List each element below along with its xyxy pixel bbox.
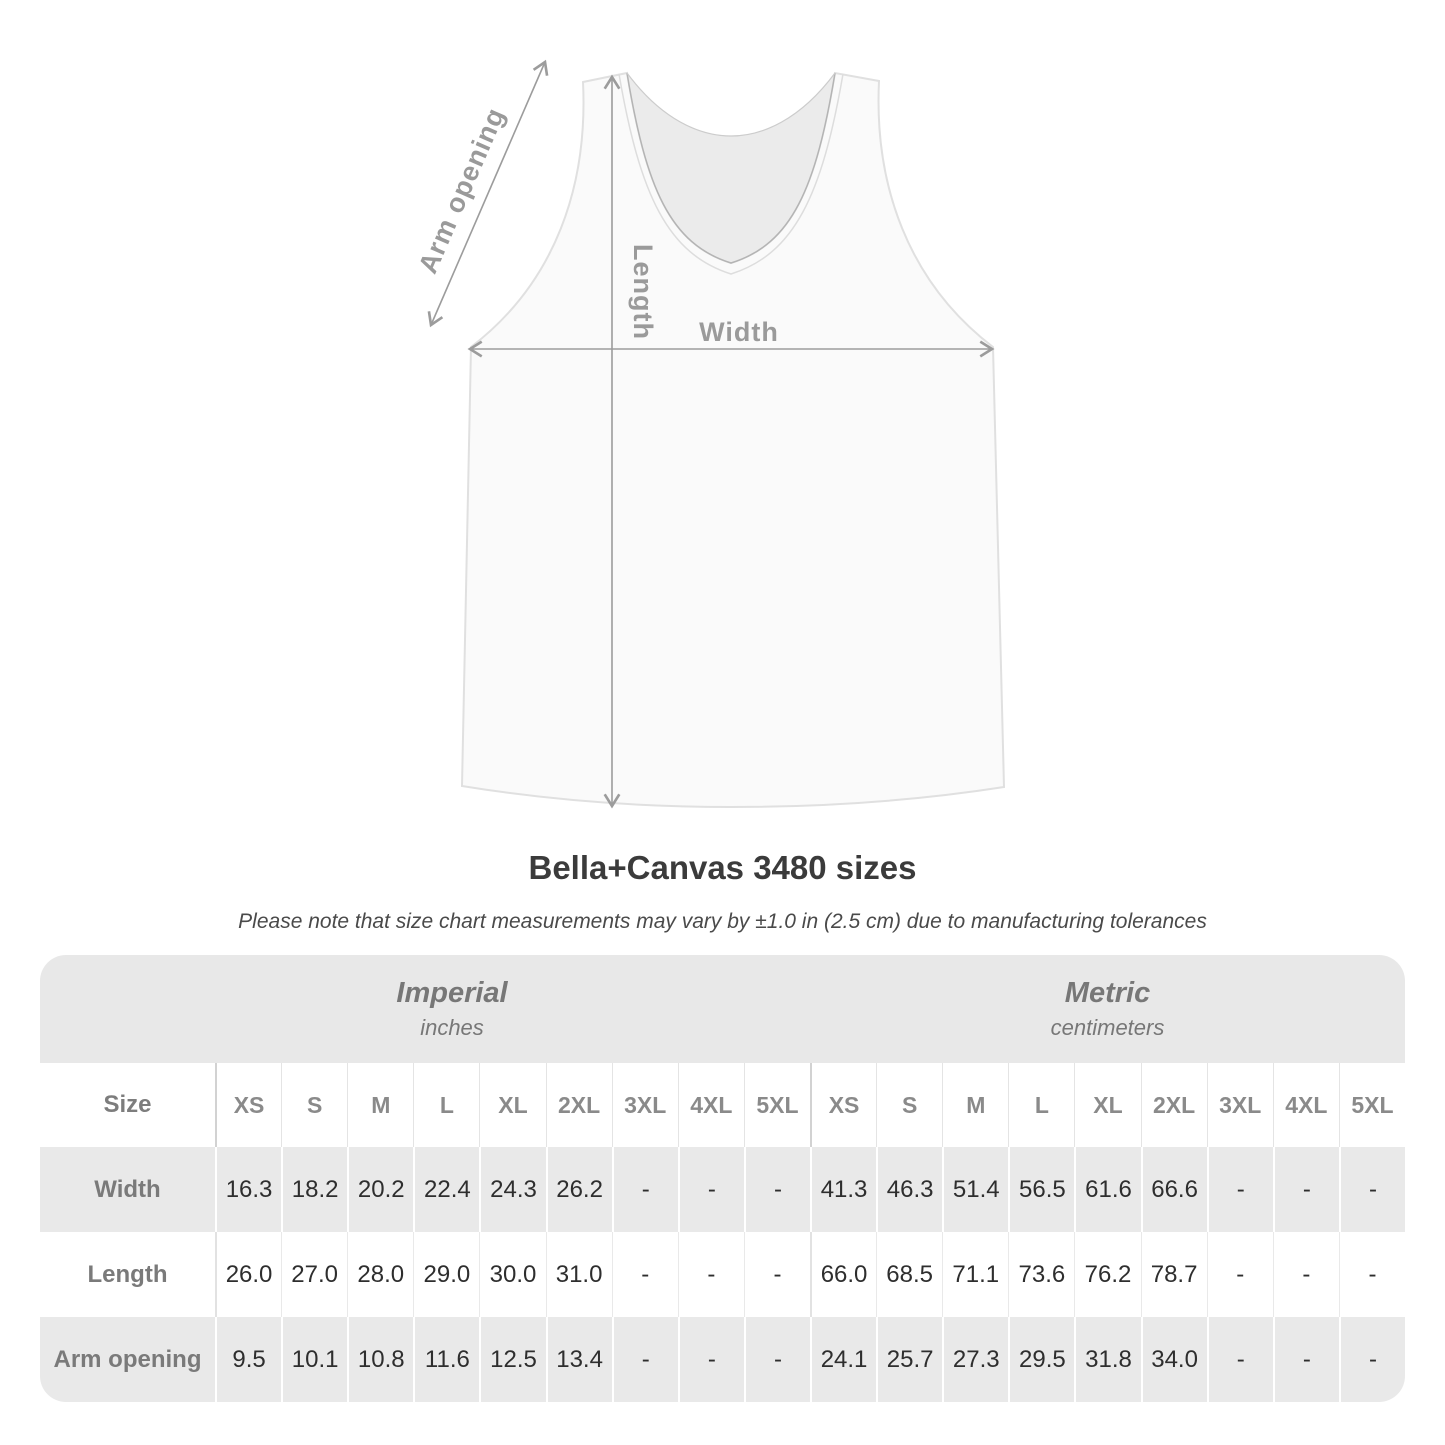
table-cell: 61.6 xyxy=(1074,1147,1140,1232)
size-column-header: Size xyxy=(103,1091,152,1118)
size-header-row xyxy=(40,1063,1405,1147)
table-cell: 76.2 xyxy=(1074,1232,1140,1317)
size-header-metric-s: S xyxy=(876,1063,942,1147)
table-cell: - xyxy=(1273,1232,1339,1317)
table-cell: 66.0 xyxy=(810,1232,876,1317)
size-header-metric-xs: XS xyxy=(810,1063,876,1147)
row-label: Arm opening xyxy=(53,1345,202,1373)
table-cell: 9.5 xyxy=(215,1317,281,1402)
table-cell: - xyxy=(1273,1147,1339,1232)
table-cell: 10.8 xyxy=(347,1317,413,1402)
width-label: Width xyxy=(699,317,779,347)
size-header-imperial-l: L xyxy=(413,1063,479,1147)
table-cell: 51.4 xyxy=(942,1147,1008,1232)
table-cell: 18.2 xyxy=(281,1147,347,1232)
size-header-imperial-5xl: 5XL xyxy=(744,1063,810,1147)
table-cell: - xyxy=(612,1317,678,1402)
table-cell: 68.5 xyxy=(876,1232,942,1317)
table-cell: 29.0 xyxy=(413,1232,479,1317)
table-cell: - xyxy=(1207,1147,1273,1232)
table-cell: - xyxy=(612,1232,678,1317)
size-header-metric-l: L xyxy=(1008,1063,1074,1147)
arm-opening-label: Arm opening xyxy=(412,103,511,278)
table-cell: 46.3 xyxy=(876,1147,942,1232)
table-cell: 29.5 xyxy=(1008,1317,1074,1402)
tolerance-note: Please note that size chart measurements may vary by ±1.0 in (2.5 cm) due to manufacturing tolerances xyxy=(238,910,1207,933)
table-cell: 73.6 xyxy=(1008,1232,1074,1317)
table-cell: 24.1 xyxy=(810,1317,876,1402)
table-cell: - xyxy=(1273,1317,1339,1402)
table-cell: - xyxy=(612,1147,678,1232)
table-cell: - xyxy=(1339,1232,1405,1317)
table-cell: - xyxy=(744,1147,810,1232)
size-header-metric-5xl: 5XL xyxy=(1339,1063,1405,1147)
table-cell: - xyxy=(678,1232,744,1317)
table-cell: - xyxy=(1207,1232,1273,1317)
table-cell: 27.0 xyxy=(281,1232,347,1317)
size-header-metric-2xl: 2XL xyxy=(1141,1063,1207,1147)
size-header-metric-m: M xyxy=(942,1063,1008,1147)
table-cell: 10.1 xyxy=(281,1317,347,1402)
table-row-length xyxy=(40,1232,1405,1317)
size-header-metric-4xl: 4XL xyxy=(1273,1063,1339,1147)
table-cell: 71.1 xyxy=(942,1232,1008,1317)
metric-group-header xyxy=(810,955,1405,1063)
table-cell: 31.8 xyxy=(1074,1317,1140,1402)
table-cell: - xyxy=(744,1317,810,1402)
table-cell: 24.3 xyxy=(479,1147,545,1232)
size-header-imperial-xs: XS xyxy=(215,1063,281,1147)
table-cell: 41.3 xyxy=(810,1147,876,1232)
metric-label: Metric xyxy=(1064,977,1151,1009)
page-title: Bella+Canvas 3480 sizes xyxy=(528,849,917,886)
unit-group-band xyxy=(40,955,1405,1063)
table-row-width xyxy=(40,1147,1405,1232)
size-header-imperial-s: S xyxy=(281,1063,347,1147)
metric-unit: centimeters xyxy=(1050,1015,1165,1040)
table-cell: 56.5 xyxy=(1008,1147,1074,1232)
size-header-imperial-xl: XL xyxy=(479,1063,545,1147)
size-header-imperial-m: M xyxy=(347,1063,413,1147)
row-label: Length xyxy=(87,1260,168,1288)
table-cell: - xyxy=(1339,1317,1405,1402)
table-cell: 26.0 xyxy=(215,1232,281,1317)
size-table xyxy=(40,955,1405,1402)
imperial-label: Imperial xyxy=(396,977,508,1009)
table-cell: 27.3 xyxy=(942,1317,1008,1402)
size-header-metric-xl: XL xyxy=(1074,1063,1140,1147)
table-cell: 26.2 xyxy=(546,1147,612,1232)
size-header-imperial-3xl: 3XL xyxy=(612,1063,678,1147)
imperial-unit: inches xyxy=(420,1015,484,1040)
table-cell: 12.5 xyxy=(479,1317,545,1402)
size-header-imperial-2xl: 2XL xyxy=(546,1063,612,1147)
table-cell: - xyxy=(678,1317,744,1402)
table-cell: 13.4 xyxy=(546,1317,612,1402)
table-cell: 11.6 xyxy=(413,1317,479,1402)
table-cell: - xyxy=(1207,1317,1273,1402)
table-cell: 20.2 xyxy=(347,1147,413,1232)
table-cell: 28.0 xyxy=(347,1232,413,1317)
table-cell: 16.3 xyxy=(215,1147,281,1232)
table-cell: 30.0 xyxy=(479,1232,545,1317)
table-cell: 22.4 xyxy=(413,1147,479,1232)
table-cell: 31.0 xyxy=(546,1232,612,1317)
table-row-arm-opening xyxy=(40,1317,1405,1402)
table-cell: - xyxy=(678,1147,744,1232)
table-cell: 78.7 xyxy=(1141,1232,1207,1317)
size-header-metric-3xl: 3XL xyxy=(1207,1063,1273,1147)
row-label: Width xyxy=(94,1175,161,1203)
size-header-imperial-4xl: 4XL xyxy=(678,1063,744,1147)
length-label: Length xyxy=(628,244,658,340)
table-cell: - xyxy=(744,1232,810,1317)
size-table-body xyxy=(40,1147,1405,1402)
table-cell: 34.0 xyxy=(1141,1317,1207,1402)
table-cell: 66.6 xyxy=(1141,1147,1207,1232)
table-cell: - xyxy=(1339,1147,1405,1232)
imperial-group-header xyxy=(40,955,810,1063)
table-cell: 25.7 xyxy=(876,1317,942,1402)
